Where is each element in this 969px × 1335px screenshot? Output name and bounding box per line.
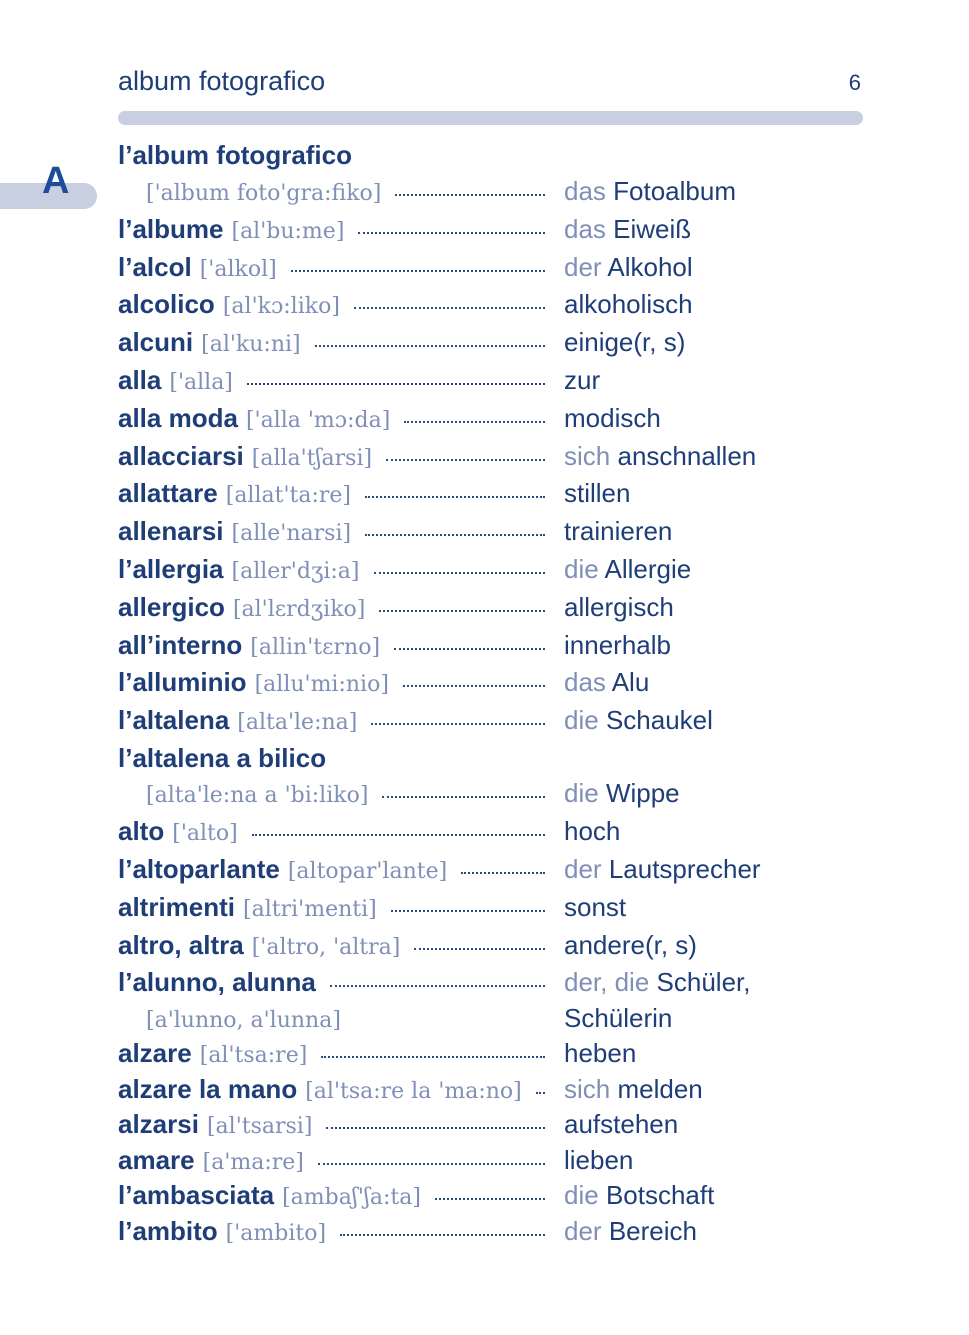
article: der, die xyxy=(564,967,650,997)
dot-leader xyxy=(365,494,545,498)
translation-word: einige(r, s) xyxy=(564,327,686,357)
pronunciation: [a'ma:re] xyxy=(202,1150,304,1175)
entry-italian xyxy=(118,1145,545,1176)
headword: alzare xyxy=(118,1038,192,1068)
pronunciation: [al'bu:me] xyxy=(231,219,345,244)
headword: altro, altra xyxy=(118,930,244,960)
translation-word: stillen xyxy=(564,478,631,508)
entry-italian xyxy=(118,930,545,961)
section-letter: A xyxy=(42,160,70,202)
translation-word: zur xyxy=(564,365,601,395)
entry-row xyxy=(118,478,863,516)
entry-row xyxy=(118,1074,863,1112)
entry-italian xyxy=(118,1216,545,1247)
entry-row xyxy=(118,854,863,892)
dot-leader xyxy=(365,532,545,536)
translation xyxy=(564,667,649,698)
pronunciation: ['ambito] xyxy=(225,1221,327,1246)
pronunciation: ['alla] xyxy=(169,370,233,395)
translation xyxy=(564,930,697,961)
dot-leader xyxy=(403,683,545,687)
translation xyxy=(564,892,626,923)
translation-word: Eiweiß xyxy=(613,214,692,244)
translation xyxy=(564,1074,703,1105)
entry-row xyxy=(118,554,863,592)
dot-leader xyxy=(379,608,545,612)
headword: all’interno xyxy=(118,630,243,660)
translation xyxy=(564,441,756,472)
headword: alcolico xyxy=(118,289,215,319)
headword: l’alcol xyxy=(118,252,192,282)
headword: l’alluminio xyxy=(118,667,247,697)
headword: l’altalena a bilico xyxy=(118,743,327,773)
entry-italian xyxy=(118,327,545,358)
pronunciation: [alle'narsi] xyxy=(231,521,352,546)
translation xyxy=(564,365,600,396)
pronunciation: [alta'le:na a 'bi:liko] xyxy=(146,783,369,808)
entry-row xyxy=(118,1038,863,1076)
entry-italian xyxy=(118,1038,545,1069)
headword: l’alunno, alunna xyxy=(118,967,316,997)
pronunciation: [al'lɛrdʒiko] xyxy=(232,597,366,622)
entry-italian xyxy=(118,478,545,509)
pronunciation: [allu'mi:nio] xyxy=(254,672,389,697)
article: der xyxy=(564,854,602,884)
entry-row xyxy=(118,289,863,327)
translation xyxy=(564,214,691,245)
headword: altrimenti xyxy=(118,892,236,922)
translation-word: Lautsprecher xyxy=(608,854,761,884)
translation xyxy=(564,403,661,434)
dot-leader xyxy=(382,794,545,798)
entry-italian xyxy=(118,816,545,847)
translation-word: Schüler, xyxy=(656,967,751,997)
entry-italian xyxy=(118,516,545,547)
entry-italian xyxy=(118,403,545,434)
entry-italian xyxy=(118,554,545,585)
pronunciation: [a'lunno, a'lunna] xyxy=(146,1008,341,1033)
translation-word: anschnallen xyxy=(617,441,757,471)
headword: l’altoparlante xyxy=(118,854,280,884)
translation-word: Botschaft xyxy=(605,1180,715,1210)
dot-leader xyxy=(386,457,545,461)
entry-row xyxy=(118,365,863,403)
article: die xyxy=(564,554,599,584)
dot-leader xyxy=(435,1196,545,1200)
headword: allergico xyxy=(118,592,225,622)
page-number: 6 xyxy=(848,70,861,95)
pronunciation: [allat'ta:re] xyxy=(225,483,351,508)
dot-leader xyxy=(371,721,545,725)
translation xyxy=(564,327,685,358)
entry-row xyxy=(118,327,863,365)
article: die xyxy=(564,778,599,808)
article: das xyxy=(564,667,606,697)
entry-row xyxy=(118,705,863,743)
translation xyxy=(564,1216,697,1247)
entry-italian xyxy=(118,1109,545,1140)
headword: l’album fotografico xyxy=(118,140,352,170)
entry-row xyxy=(118,252,863,290)
translation xyxy=(564,176,736,207)
headword: alto xyxy=(118,816,165,846)
headword: l’ambito xyxy=(118,1216,218,1246)
entry-row xyxy=(118,892,863,930)
pronunciation: [alta'le:na] xyxy=(237,710,358,735)
pronunciation: [al'tsa:re la 'ma:no] xyxy=(305,1079,522,1104)
article: das xyxy=(564,176,606,206)
headword: l’altalena xyxy=(118,705,230,735)
dot-leader xyxy=(326,1125,545,1129)
translation-word: melden xyxy=(617,1074,703,1104)
entry-italian xyxy=(118,1008,545,1033)
translation-word: trainieren xyxy=(564,516,673,546)
translation-word: Allergie xyxy=(604,554,692,584)
entry-row xyxy=(118,778,863,816)
headword: allattare xyxy=(118,478,218,508)
dot-leader xyxy=(247,381,545,385)
translation xyxy=(564,1038,636,1069)
translation-word: modisch xyxy=(564,403,661,433)
entry-row xyxy=(118,930,863,968)
entry-italian xyxy=(118,289,545,320)
entry-row xyxy=(118,1180,863,1218)
translation xyxy=(564,1109,678,1140)
translation-word: Alu xyxy=(611,667,650,697)
entry-italian xyxy=(118,630,545,661)
translation xyxy=(564,1180,714,1211)
pronunciation: [allin'tɛrno] xyxy=(250,635,381,660)
dot-leader xyxy=(358,230,545,234)
dot-leader xyxy=(404,419,545,423)
pronunciation: [alla'tʃarsi] xyxy=(251,446,373,471)
translation-word: hoch xyxy=(564,816,621,846)
pronunciation: ['alla 'mɔ:da] xyxy=(245,408,391,433)
entry-italian xyxy=(118,854,545,885)
entry-row xyxy=(118,816,863,854)
pronunciation: ['alto] xyxy=(172,821,238,846)
pronunciation: [altopar'lante] xyxy=(287,859,448,884)
translation-word: innerhalb xyxy=(564,630,671,660)
pronunciation: [ambaʃ'ʃa:ta] xyxy=(282,1185,421,1210)
translation-word: andere(r, s) xyxy=(564,930,697,960)
headword: alla xyxy=(118,365,162,395)
pronunciation: ['altro, 'altra] xyxy=(251,935,401,960)
entry-italian xyxy=(118,743,545,774)
translation xyxy=(564,1003,672,1034)
entry-italian xyxy=(118,181,545,206)
article: die xyxy=(564,1180,599,1210)
pronunciation: [al'ku:ni] xyxy=(201,332,301,357)
dot-leader xyxy=(321,1054,545,1058)
entry-row xyxy=(118,176,863,214)
translation xyxy=(564,252,693,283)
translation xyxy=(564,705,713,736)
translation-word: heben xyxy=(564,1038,637,1068)
dot-leader xyxy=(340,1232,545,1236)
article: die xyxy=(564,705,599,735)
translation xyxy=(564,630,671,661)
headword: allenarsi xyxy=(118,516,224,546)
dot-leader xyxy=(394,646,545,650)
dot-leader xyxy=(536,1090,545,1094)
translation-word: Alkohol xyxy=(607,252,693,282)
dot-leader xyxy=(252,832,545,836)
entry-row xyxy=(118,667,863,705)
translation-word: aufstehen xyxy=(564,1109,679,1139)
pronunciation: [aller'dʒi:a] xyxy=(231,559,360,584)
translation xyxy=(564,1145,633,1176)
pronunciation: ['alkol] xyxy=(199,257,277,282)
entry-row xyxy=(118,630,863,668)
entry-row xyxy=(118,1145,863,1183)
article: der xyxy=(564,1216,602,1246)
entry-italian xyxy=(118,892,545,923)
dot-leader xyxy=(414,946,545,950)
entry-row xyxy=(118,1003,863,1041)
entry-italian xyxy=(118,140,545,171)
dot-leader xyxy=(374,570,545,574)
dot-leader xyxy=(391,908,545,912)
translation xyxy=(564,289,693,320)
entry-row xyxy=(118,592,863,630)
pronunciation: [altri'menti] xyxy=(243,897,377,922)
entry-row xyxy=(118,1216,863,1254)
dot-leader xyxy=(315,343,545,347)
translation-word: Wippe xyxy=(605,778,680,808)
entry-italian xyxy=(118,967,545,998)
translation-word: lieben xyxy=(564,1145,634,1175)
translation-word: Schaukel xyxy=(605,705,713,735)
entry-italian xyxy=(118,441,545,472)
entry-italian xyxy=(118,365,545,396)
translation-word: allergisch xyxy=(564,592,674,622)
headword: alzarsi xyxy=(118,1109,199,1139)
article: sich xyxy=(564,1074,611,1104)
entry-italian xyxy=(118,783,545,808)
translation xyxy=(564,554,691,585)
translation xyxy=(564,816,620,847)
headword: l’albume xyxy=(118,214,224,244)
translation xyxy=(564,478,630,509)
headword: amare xyxy=(118,1145,195,1175)
pronunciation: [al'tsarsi] xyxy=(206,1114,313,1139)
translation-word: Schülerin xyxy=(564,1003,673,1033)
dot-leader xyxy=(354,305,545,309)
pronunciation: [al'kɔ:liko] xyxy=(222,294,340,319)
headword: allacciarsi xyxy=(118,441,244,471)
entry-row xyxy=(118,967,863,1005)
headword: alla moda xyxy=(118,403,238,433)
header-rule xyxy=(118,111,863,125)
translation xyxy=(564,516,672,547)
entry-row xyxy=(118,403,863,441)
pronunciation: [al'tsa:re] xyxy=(199,1043,308,1068)
entry-italian xyxy=(118,1074,545,1105)
translation-word: alkoholisch xyxy=(564,289,693,319)
dot-leader xyxy=(291,268,545,272)
headword: l’allergia xyxy=(118,554,224,584)
translation-word: Fotoalbum xyxy=(613,176,736,206)
translation xyxy=(564,592,674,623)
dot-leader xyxy=(318,1161,545,1165)
dot-leader xyxy=(395,192,545,196)
entry-row xyxy=(118,441,863,479)
pronunciation: ['album foto'gra:fiko] xyxy=(146,181,382,206)
headword: l’ambasciata xyxy=(118,1180,275,1210)
dot-leader xyxy=(461,870,545,874)
article: sich xyxy=(564,441,611,471)
entry-italian xyxy=(118,667,545,698)
translation-word: sonst xyxy=(564,892,627,922)
translation xyxy=(564,778,680,809)
headword: alcuni xyxy=(118,327,194,357)
article: das xyxy=(564,214,606,244)
article: der xyxy=(564,252,602,282)
entry-italian xyxy=(118,705,545,736)
entry-row xyxy=(118,743,863,781)
entry-row xyxy=(118,214,863,252)
headword: alzare la mano xyxy=(118,1074,298,1104)
entry-italian xyxy=(118,1180,545,1211)
entry-italian xyxy=(118,592,545,623)
entry-row xyxy=(118,140,863,178)
running-header: album fotografico xyxy=(118,66,326,96)
translation xyxy=(564,967,750,998)
entry-row xyxy=(118,516,863,554)
entry-italian xyxy=(118,252,545,283)
entry-row xyxy=(118,1109,863,1147)
translation xyxy=(564,854,761,885)
translation-word: Bereich xyxy=(608,1216,697,1246)
entry-italian xyxy=(118,214,545,245)
dot-leader xyxy=(330,983,545,987)
